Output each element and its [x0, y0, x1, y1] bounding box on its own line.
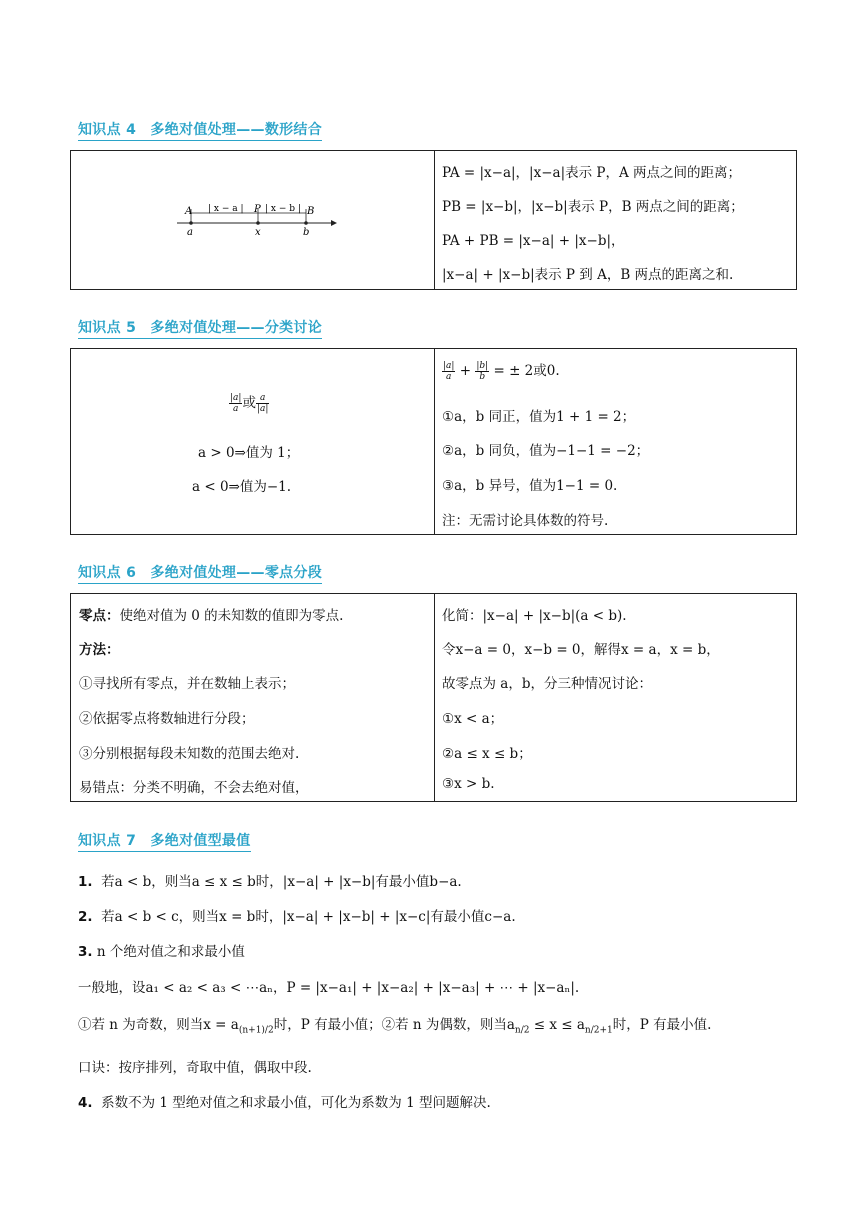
s6-left-line-4: 易错点：分类不明确，不会去绝对值，	[79, 780, 309, 796]
frac-a-over-abs-a: $\frac{a}{|a|}$	[256, 393, 269, 414]
section-6-right-cell	[434, 594, 796, 801]
frac-abs-a-over-a: $\frac{|a|}{a}$	[230, 393, 242, 414]
s4-right-line-1: PA = |x−a|，|x−a|表示 P，A 两点之间的距离；	[442, 165, 742, 181]
s4-right-line-4: |x−a| + |x−b|表示 P 到 A，B 两点的距离之和.	[442, 267, 734, 283]
section-5-table	[70, 348, 797, 535]
s6-left-line-1: ①寻找所有零点，并在数轴上表示；	[79, 676, 295, 692]
segment-xb-label: | x − b |	[265, 204, 301, 214]
abs-fraction-expression	[229, 391, 269, 414]
s5-right-line-1: ①a，b 同正，值为1 + 1 = 2；	[442, 409, 636, 425]
number-line-diagram	[71, 151, 434, 289]
section-4-title: 知识点 4 多绝对值处理——数形结合	[78, 119, 322, 141]
section-6-title: 知识点 6 多绝对值处理——零点分段	[78, 562, 322, 584]
s5-left-line-negative: a < 0⇒值为−1.	[192, 479, 292, 495]
tick-x-label: x	[255, 227, 261, 238]
s7-general-line: 一般地，设a₁ < a₂ < a₃ < ⋯aₙ，P = |x−a₁| + |x−a₂| + |x−a₃| + ⋯ + |x−aₙ|.	[78, 980, 580, 996]
s6-right-line-2: 令x−a = 0，x−b = 0，解得x = a，x = b，	[442, 642, 720, 658]
s7-item-1: 1. 若a < b，则当a ≤ x ≤ b时，|x−a| + |x−b|有最小值b−a.	[78, 874, 462, 890]
s7-item-4: 4. 系数不为 1 型绝对值之和求最小值，可化为系数为 1 型问题解决.	[78, 1095, 491, 1111]
s6-right-line-6: ③x > b.	[442, 776, 495, 792]
s6-method-label: 方法：	[79, 642, 120, 658]
s5-right-line-3: ③a，b 异号，值为1−1 = 0.	[442, 478, 618, 494]
s7-item-3: 3. n 个绝对值之和求最小值	[78, 944, 245, 960]
s5-left-line-positive: a > 0⇒值为 1；	[198, 445, 300, 461]
point-P-label: P	[254, 204, 261, 215]
number-line-cell	[71, 151, 435, 289]
s6-left-line-2: ②依据零点将数轴进行分段；	[79, 711, 255, 727]
tick-a-label: a	[187, 227, 193, 238]
s7-mnemonic-line: 口诀：按序排列，奇取中值，偶取中段.	[78, 1060, 312, 1076]
section-6-table	[70, 593, 797, 802]
s7-item-2: 2. 若a < b < c，则当x = b时，|x−a| + |x−b| + |x−c|有最小值c−a.	[78, 909, 516, 925]
s5-right-first-line: $\frac{|a|}{a}$ + $\frac{|b|}{b}$ = ± 2或0.	[443, 361, 560, 382]
section-5-left-cell	[71, 349, 435, 534]
s5-right-line-2: ②a，b 同负，值为−1−1 = −2；	[442, 443, 650, 459]
point-B-label: B	[307, 206, 315, 217]
section-4-table	[70, 150, 797, 290]
s6-right-line-3: 故零点为 a，b，分三种情况讨论：	[442, 676, 652, 692]
s6-right-line-1: 化简：|x−a| + |x−b|(a < b).	[442, 608, 627, 624]
tick-b-label: b	[303, 227, 310, 238]
section-5-right-cell	[434, 349, 796, 534]
s4-right-line-3: PA + PB = |x−a| + |x−b|，	[442, 233, 625, 249]
segment-xa-label: | x − a |	[208, 204, 244, 214]
s6-right-line-4: ①x < a；	[442, 711, 504, 727]
section-5-title: 知识点 5 多绝对值处理——分类讨论	[78, 317, 322, 339]
section-4-right-cell	[434, 151, 796, 289]
s7-odd-even-line: ①若 n 为奇数，则当$x = a_{(n+1)/2}$时，P 有最小值；②若 n 为偶数，则当$a_{n/2} \le x \le a_{n/2+1}$时，P 有最小值.	[78, 1017, 712, 1036]
s6-zero-point-line: 零点：使绝对值为 0 的未知数的值即为零点.	[79, 608, 344, 624]
s5-right-line-4: 注：无需讨论具体数的符号.	[442, 513, 609, 529]
section-6-left-cell	[71, 594, 435, 801]
section-7-title: 知识点 7 多绝对值型最值	[78, 830, 251, 852]
or-text: 或	[242, 395, 256, 411]
s6-right-line-5: ②a ≤ x ≤ b；	[442, 746, 532, 762]
s6-left-line-3: ③分别根据每段未知数的范围去绝对.	[79, 746, 300, 762]
point-A-label: A	[185, 206, 193, 217]
s4-right-line-2: PB = |x−b|，|x−b|表示 P，B 两点之间的距离；	[442, 199, 744, 215]
